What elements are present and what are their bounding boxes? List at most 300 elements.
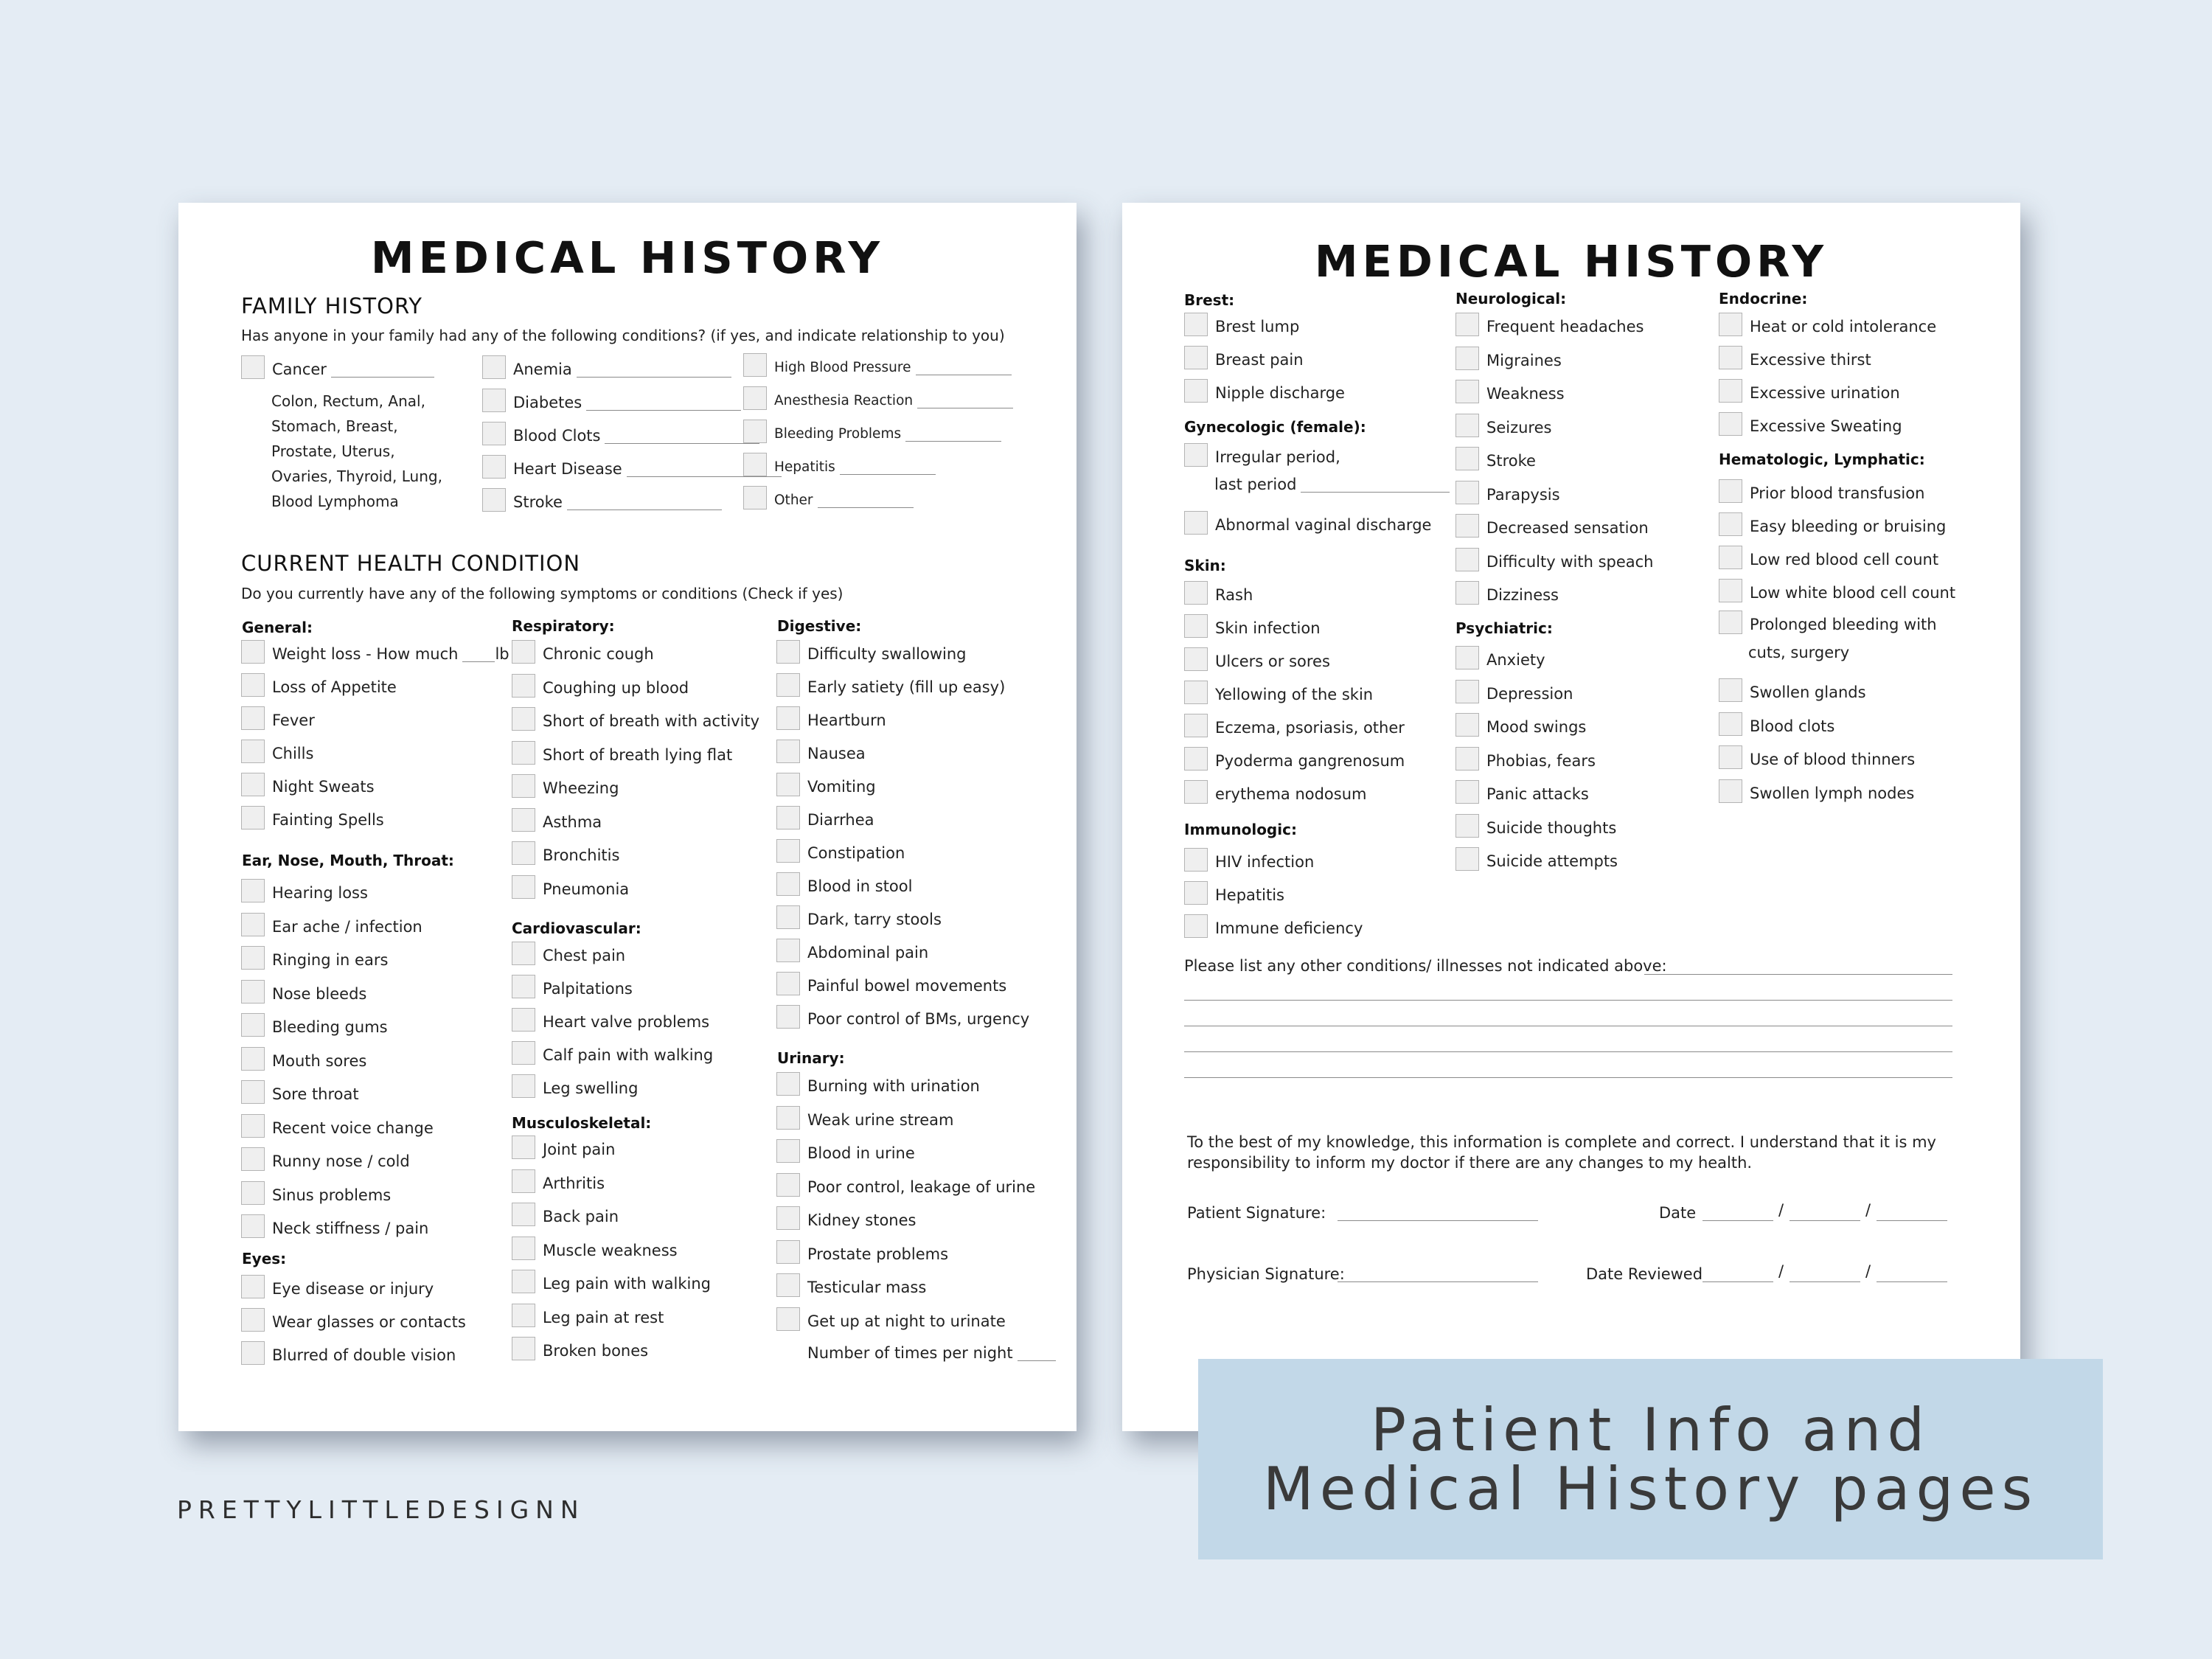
checklist-item-excessive-sweating[interactable] [1719,411,1902,441]
checkbox[interactable] [512,1074,535,1098]
checklist-item-immune-deficiency[interactable] [1184,914,1363,943]
checkbox[interactable] [1719,512,1742,536]
checkbox[interactable] [776,972,800,995]
checkbox[interactable] [1455,481,1479,504]
checklist-item-leg-swelling[interactable] [512,1074,638,1103]
checkbox[interactable] [1455,747,1479,771]
checkbox[interactable] [241,1214,265,1238]
checklist-item-weakness[interactable] [1455,379,1565,408]
checklist-item-joint-pain[interactable] [512,1135,615,1164]
page-1 [178,203,1077,1431]
checkbox[interactable] [1455,680,1479,703]
checklist-label: Heat or cold intolerance [1750,318,1937,335]
checklist-item-blood-clots[interactable] [1719,712,1834,741]
checklist-item-broken-bones[interactable] [512,1336,648,1366]
checklist-item-mouth-sores[interactable] [241,1046,366,1076]
checkbox[interactable] [1455,313,1479,336]
checkbox[interactable] [1184,614,1208,638]
musculoskeletal-heading: Musculoskeletal: [512,1114,652,1132]
checklist-item-loss-of-appetite[interactable] [241,672,397,702]
checklist-item-anesthesia-reaction[interactable] [743,386,1013,415]
checklist-label: Low white blood cell count [1750,584,1956,602]
answer-line[interactable] [905,425,1001,442]
checklist-item-ulcers-or-sores[interactable] [1184,647,1330,676]
checklist-label: Leg swelling [543,1079,639,1097]
checklist-item-nausea[interactable] [776,739,866,768]
checkbox[interactable] [482,422,506,445]
other-conditions-line[interactable] [1644,974,1952,975]
checkbox[interactable] [512,1237,535,1260]
checklist-label: Poor control of BMs, urgency [807,1010,1030,1028]
checklist-item-bronchitis[interactable] [512,841,619,870]
checklist-item-suicide-attempts[interactable] [1455,846,1618,876]
checkbox[interactable] [1455,646,1479,669]
checklist-label: Vomiting [807,778,876,796]
checkbox[interactable] [776,1139,800,1163]
checkbox[interactable] [512,1304,535,1327]
checkbox[interactable] [1184,379,1208,403]
checklist-item-nipple-discharge[interactable] [1184,378,1345,408]
answer-line[interactable] [917,392,1013,408]
checklist-label: Hearing loss [272,884,368,902]
checklist-label: Painful bowel movements [807,977,1007,995]
checkbox[interactable] [482,355,506,379]
checklist-item-hearing-loss[interactable] [241,878,368,908]
checkbox[interactable] [1719,712,1742,736]
checkbox[interactable] [1455,414,1479,437]
checkbox[interactable] [776,905,800,929]
checkbox[interactable] [512,1270,535,1293]
checkbox[interactable] [1184,848,1208,872]
checklist-item-anxiety[interactable] [1455,645,1545,675]
checklist-label: Skin infection [1215,619,1321,637]
checklist-item-blood-in-urine[interactable] [776,1138,915,1168]
checklist-item-dizziness[interactable] [1455,580,1559,610]
checkbox[interactable] [1184,647,1208,671]
checkbox[interactable] [1184,443,1208,467]
general-weight-loss[interactable]: Weight loss - How much lb [241,639,509,669]
checklist-label: Pneumonia [543,880,630,898]
checklist-label: Difficulty swallowing [807,645,967,663]
checklist-item-calf-pain-with-walking[interactable] [512,1040,713,1070]
psychiatric-heading: Psychiatric: [1455,619,1553,637]
checklist-item-rash[interactable] [1184,580,1253,610]
checklist-item-hepatitis[interactable] [743,452,936,481]
checklist-item-back-pain[interactable] [512,1202,619,1231]
checklist-item-wear-glasses-or-contacts[interactable] [241,1307,466,1337]
checkbox[interactable] [241,806,265,830]
checkbox[interactable] [776,1240,800,1264]
checklist-item-mood-swings[interactable] [1455,712,1586,742]
checklist-item-burning-with-urination[interactable] [776,1071,980,1101]
checklist-item-difficulty-with-speach[interactable] [1455,547,1653,577]
checkbox[interactable] [241,706,265,730]
checklist-label: Mouth sores [272,1051,367,1070]
checkbox[interactable] [1455,780,1479,804]
reviewed-month-line[interactable] [1703,1281,1773,1282]
date-year-line[interactable] [1877,1220,1947,1221]
checklist-item-kidney-stones[interactable] [776,1206,916,1235]
date-slash: / [1778,1262,1784,1280]
checklist-label: Chills [272,745,314,762]
checklist-item-ringing-in-ears[interactable] [241,945,388,975]
checklist-item-poor-control-of-bms-urgency[interactable] [776,1004,1029,1034]
checklist-item-constipation[interactable] [776,838,905,868]
checklist-item-chills[interactable] [241,739,313,768]
checklist-item-decreased-sensation[interactable] [1455,513,1649,543]
checklist-item-ear-ache-infection[interactable] [241,912,422,942]
checklist-item-coughing-up-blood[interactable] [512,673,689,703]
checklist-label: Blood in stool [807,877,913,895]
other-conditions-line[interactable] [1184,1000,1952,1001]
checkbox[interactable] [1455,713,1479,737]
checkbox[interactable] [241,773,265,796]
checklist-label: Anxiety [1486,651,1545,669]
checklist-item-short-of-breath-with-activity[interactable] [512,706,759,736]
checklist-item-prostate-problems[interactable] [776,1239,948,1269]
checklist-item-migraines[interactable] [1455,346,1562,375]
checkbox[interactable] [776,1005,800,1029]
checklist-item-seizures[interactable] [1455,413,1551,442]
checklist-item-diarrhea[interactable] [776,805,874,835]
answer-line[interactable] [818,492,914,508]
checklist-item-frequent-headaches[interactable] [1455,312,1644,341]
checklist-item-anemia[interactable] [482,355,731,384]
gyn-last-period[interactable]: last period [1214,470,1450,499]
checklist-item-breast-pain[interactable] [1184,345,1304,375]
checklist-item-bleeding-problems[interactable] [743,419,1001,448]
checkbox[interactable] [1719,678,1742,702]
checklist-label: Chronic cough [543,645,654,663]
checkbox[interactable] [1455,581,1479,605]
checklist-label: Get up at night to urinate [807,1312,1006,1330]
checklist-item-runny-nose-cold[interactable] [241,1147,410,1176]
checkbox[interactable] [482,389,506,412]
checkbox[interactable] [1184,914,1208,938]
checkbox[interactable] [241,980,265,1004]
checklist-item-nose-bleeds[interactable] [241,979,366,1009]
checklist-item-eczema-psoriasis-other[interactable] [1184,713,1405,742]
checklist-item-sore-throat[interactable] [241,1079,359,1109]
checklist-item-diabetes[interactable] [482,388,741,417]
checkbox[interactable] [1184,511,1208,535]
checkbox[interactable] [776,1273,800,1297]
checklist-item-eye-disease-or-injury[interactable] [241,1274,434,1304]
checkbox[interactable] [241,640,265,664]
checklist-label: Low red blood cell count [1750,551,1939,568]
checkbox[interactable] [512,975,535,998]
checklist-item-palpitations[interactable] [512,974,633,1004]
checkbox[interactable] [1184,747,1208,771]
checkbox[interactable] [743,420,767,443]
checklist-item-low-red-blood-cell-count[interactable] [1719,545,1938,574]
checkbox[interactable] [776,1206,800,1230]
hema-prolonged-bleeding[interactable]: Prolonged bleeding with [1719,610,1937,639]
checklist-item-pneumonia[interactable] [512,874,629,904]
checkbox[interactable] [776,872,800,896]
checklist-item-hiv-infection[interactable] [1184,847,1314,877]
checkbox[interactable] [241,946,265,970]
checklist-label: Heart valve problems [543,1013,710,1031]
checkbox[interactable] [1184,313,1208,336]
checkbox[interactable] [241,879,265,902]
checkbox[interactable] [1719,313,1742,336]
checkbox[interactable] [1719,745,1742,769]
checklist-label: Parapysis [1486,485,1560,504]
checkbox[interactable] [743,453,767,476]
checkbox[interactable] [776,706,800,730]
checklist-item-use-of-blood-thinners[interactable] [1719,745,1915,774]
checklist-item-heartburn[interactable] [776,706,886,735]
checkbox[interactable] [1719,579,1742,602]
checkbox[interactable] [776,673,800,697]
checkbox[interactable] [1455,514,1479,538]
checkbox[interactable] [512,1041,535,1065]
checkbox[interactable] [241,740,265,763]
checklist-label: Stroke [513,493,563,511]
checklist-item-depression[interactable] [1455,679,1573,709]
checklist-item-heart-disease[interactable] [482,454,782,484]
checklist-item-bleeding-gums[interactable] [241,1012,388,1042]
checkbox[interactable] [1719,379,1742,403]
checkbox[interactable] [241,1341,265,1365]
answer-line[interactable] [577,361,731,378]
checklist-item-dark-tarry-stools[interactable] [776,905,942,934]
checklist-item-arthritis[interactable] [512,1169,605,1198]
checklist-item-excessive-thirst[interactable] [1719,345,1871,375]
checklist-item-neck-stiffness-pain[interactable] [241,1214,428,1243]
checklist-item-parapysis[interactable] [1455,480,1560,509]
checklist-item-sinus-problems[interactable] [241,1180,391,1210]
checklist-item-fever[interactable] [241,706,315,735]
checkbox[interactable] [1719,611,1742,634]
checkbox[interactable] [776,1173,800,1197]
checklist-item-swollen-glands[interactable] [1719,678,1866,707]
checklist-item-leg-pain-with-walking[interactable] [512,1269,711,1298]
checklist-label: Phobias, fears [1486,751,1596,770]
checkbox[interactable] [1455,347,1479,370]
checklist-item-wheezing[interactable] [512,773,619,803]
checkbox[interactable] [776,740,800,763]
gyn-abnormal-discharge[interactable]: Abnormal vaginal discharge [1184,510,1431,540]
checklist-item-fainting-spells[interactable] [241,805,384,835]
checkbox[interactable] [1184,714,1208,737]
checkbox[interactable] [1455,814,1479,838]
checkbox[interactable] [1184,581,1208,605]
answer-line[interactable] [605,428,759,444]
checkbox[interactable] [512,1135,535,1159]
date-month-line[interactable] [1703,1220,1773,1221]
checklist-item-blurred-of-double-vision[interactable] [241,1340,456,1370]
checkbox[interactable] [512,1008,535,1032]
reviewed-day-line[interactable] [1790,1281,1860,1282]
current-health-heading: CURRENT HEALTH CONDITION [241,551,581,576]
checklist-item-easy-bleeding-or-bruising[interactable] [1719,512,1946,541]
checkbox[interactable] [241,355,265,379]
checkbox[interactable] [776,640,800,664]
checklist-item-testicular-mass[interactable] [776,1273,926,1302]
banner-line-2: Medical History pages [1262,1455,2039,1523]
checkbox[interactable] [776,806,800,830]
checklist-label: Stroke [1486,452,1536,470]
checkbox[interactable] [512,841,535,865]
checkbox[interactable] [512,875,535,899]
checkbox[interactable] [743,353,767,377]
checklist-item-phobias-fears[interactable] [1455,746,1596,776]
checklist-item-panic-attacks[interactable] [1455,779,1589,809]
checklist-label: Arthritis [543,1174,605,1192]
checklist-item-hepatitis[interactable] [1184,880,1284,910]
checkbox[interactable] [1184,881,1208,905]
checklist-label: Blood clots [1750,717,1835,735]
checklist-item-pyoderma-gangrenosum[interactable] [1184,746,1405,776]
checkbox[interactable] [241,913,265,936]
checklist-item-chronic-cough[interactable] [512,639,654,669]
reviewed-year-line[interactable] [1877,1281,1947,1282]
checklist-item-low-white-blood-cell-count[interactable] [1719,578,1955,608]
checkbox[interactable] [512,674,535,698]
checkbox[interactable] [1455,847,1479,871]
answer-line[interactable] [567,494,722,510]
checkbox[interactable] [743,486,767,509]
checkbox[interactable] [241,1308,265,1332]
checklist-label: HIV infection [1215,853,1315,871]
checklist-label: Swollen lymph nodes [1750,784,1915,802]
checklist-item-high-blood-pressure[interactable] [743,352,1012,382]
checklist-item-blood-in-stool[interactable] [776,872,912,901]
checkbox[interactable] [241,1147,265,1171]
family-cancer[interactable]: Cancer [241,355,434,384]
other-conditions-line[interactable] [1184,1077,1952,1078]
checklist-item-muscle-weakness[interactable] [512,1236,678,1265]
checklist-item-recent-voice-change[interactable] [241,1113,434,1143]
checkbox[interactable] [482,455,506,479]
checkbox[interactable] [1719,346,1742,369]
checkbox[interactable] [482,488,506,512]
checklist-item-stroke[interactable] [482,487,722,517]
checklist-item-chest-pain[interactable] [512,941,625,970]
checklist-item-asthma[interactable] [512,807,602,837]
checkbox[interactable] [1184,346,1208,369]
physician-signature-line[interactable] [1338,1281,1538,1282]
checklist-item-suicide-thoughts[interactable] [1455,813,1616,843]
checklist-label: Excessive urination [1750,384,1900,402]
checklist-item-weak-urine-stream[interactable] [776,1105,953,1135]
checklist-item-other[interactable] [743,485,914,515]
checkbox[interactable] [776,1307,800,1331]
checkbox[interactable] [241,1047,265,1071]
checklist-label: Joint pain [543,1141,616,1158]
neurological-heading: Neurological: [1455,290,1567,307]
checkbox[interactable] [776,939,800,962]
checklist-item-skin-infection[interactable] [1184,613,1321,643]
page-2 [1122,203,2020,1431]
checklist-item-yellowing-of-the-skin[interactable] [1184,680,1373,709]
answer-line[interactable] [586,394,741,411]
checklist-item-poor-control-leakage-of-urine[interactable] [776,1172,1035,1202]
checklist-item-brest-lump[interactable] [1184,312,1299,341]
page-title: MEDICAL HISTORY [1314,236,1829,287]
checkbox[interactable] [241,1080,265,1104]
checkbox[interactable] [1455,548,1479,571]
banner-line-1: Patient Info and [1370,1396,1931,1464]
checkbox[interactable] [512,1169,535,1193]
checkbox[interactable] [241,1013,265,1037]
checkbox[interactable] [1455,447,1479,470]
checklist-item-heat-or-cold-intolerance[interactable] [1719,312,1936,341]
checklist-item-abdominal-pain[interactable] [776,938,928,967]
checkbox[interactable] [776,1106,800,1130]
checklist-item-night-sweats[interactable] [241,772,375,801]
checkbox[interactable] [776,839,800,863]
checklist-label: Suicide thoughts [1486,818,1617,837]
checkbox[interactable] [1455,380,1479,403]
checkbox[interactable] [1719,479,1742,503]
checkbox[interactable] [241,673,265,697]
date-day-line[interactable] [1790,1220,1860,1221]
checkbox[interactable] [512,1337,535,1360]
checklist-item-excessive-urination[interactable] [1719,378,1900,408]
checkbox[interactable] [1719,779,1742,803]
checkbox[interactable] [1184,780,1208,804]
checkbox[interactable] [743,386,767,410]
checklist-label: Dark, tarry stools [807,911,942,928]
checkbox[interactable] [512,707,535,731]
checkbox[interactable] [241,1275,265,1298]
checkbox[interactable] [776,1072,800,1096]
checkbox[interactable] [512,640,535,664]
checklist-item-swollen-lymph-nodes[interactable] [1719,779,1914,808]
checklist-label: Broken bones [543,1342,649,1360]
statement-line-2: responsibility to inform my doctor if there are any changes to my health. [1187,1154,1753,1172]
checklist-item-stroke[interactable] [1455,446,1536,476]
checklist-item-painful-bowel-movements[interactable] [776,971,1006,1001]
answer-line[interactable] [840,459,936,475]
checklist-label: Diarrhea [807,811,874,829]
checkbox[interactable] [512,774,535,798]
checkbox[interactable] [776,773,800,796]
checklist-label: Seizures [1486,418,1552,437]
checklist-item-leg-pain-at-rest[interactable] [512,1303,664,1332]
patient-signature-line[interactable] [1338,1220,1538,1221]
answer-line[interactable] [916,359,1012,375]
checklist-item-short-of-breath-lying-flat[interactable] [512,740,732,770]
respiratory-heading: Respiratory: [512,617,615,635]
checklist-item-difficulty-swallowing[interactable] [776,639,967,669]
checkbox[interactable] [512,1203,535,1226]
checklist-item-prior-blood-transfusion[interactable] [1719,479,1924,508]
checkbox[interactable] [512,942,535,965]
checkbox[interactable] [241,1181,265,1205]
checkbox[interactable] [1719,546,1742,569]
checklist-item-early-satiety-fill-up-easy[interactable] [776,672,1005,702]
checkbox[interactable] [1719,412,1742,436]
checklist-item-heart-valve-problems[interactable] [512,1007,709,1037]
checkbox[interactable] [512,741,535,765]
checkbox[interactable] [1184,681,1208,704]
urinary-times-per-night[interactable]: Number of times per night [807,1338,1056,1368]
checklist-item-get-up-at-night-to-urinate[interactable] [776,1307,1006,1336]
checklist-item-blood-clots[interactable] [482,421,759,451]
checklist-item-vomiting[interactable] [776,772,876,801]
gyn-irregular-period[interactable]: Irregular period, [1184,442,1340,472]
checklist-label: Fainting Spells [272,811,384,829]
other-conditions-line[interactable] [1184,1051,1952,1052]
checklist-item-erythema-nodosum[interactable] [1184,779,1367,809]
checklist-label: Constipation [807,844,905,862]
checkbox[interactable] [241,1114,265,1138]
checkbox[interactable] [512,808,535,832]
